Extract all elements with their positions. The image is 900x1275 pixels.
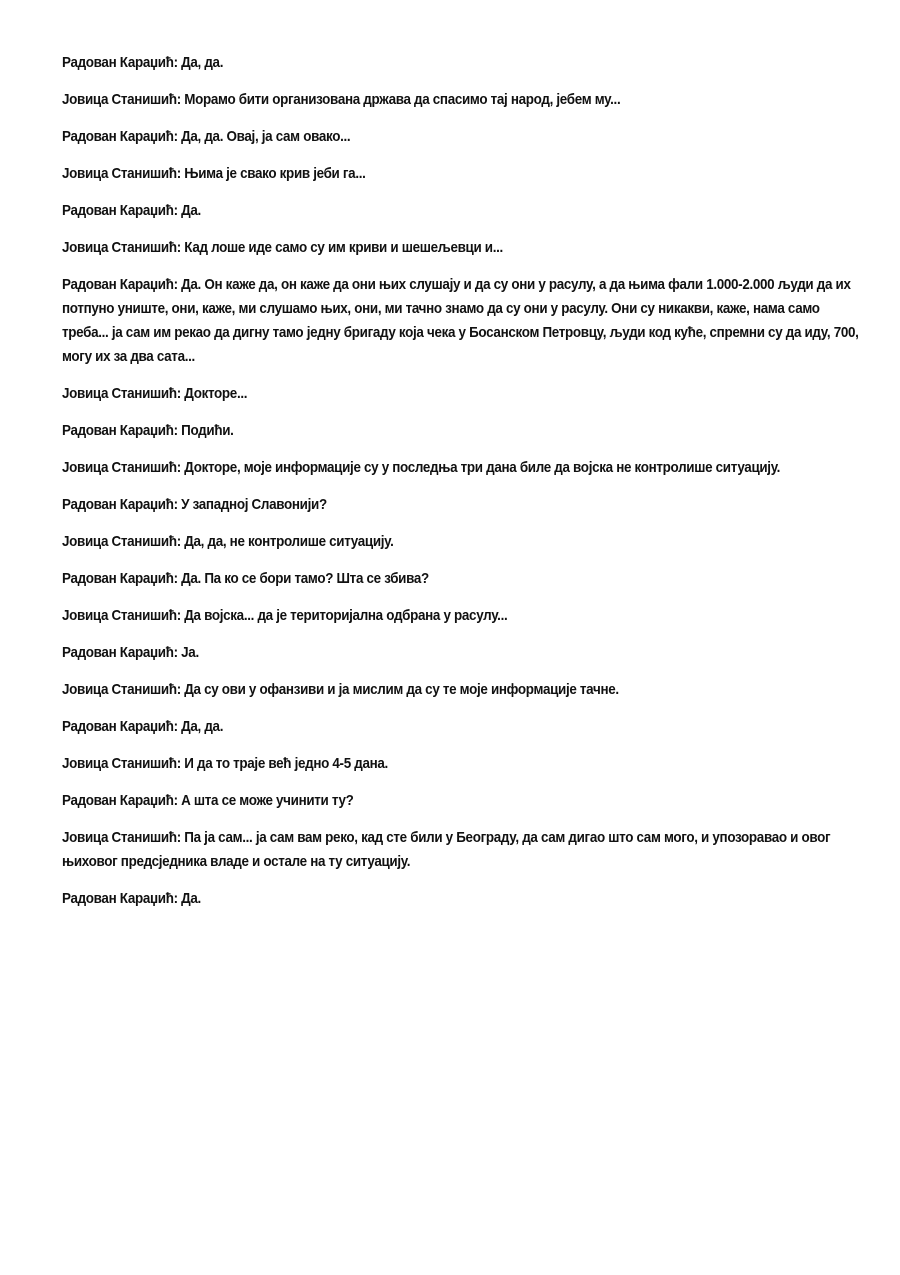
transcript-entry: [62, 530, 862, 554]
utterance-text: Па ја сам... ја сам вам реко, кад сте били у Београду, да сам дигао што сам мого, и упозоравао и овог њиховог предсједника владе и остале на ту ситуацију.: [62, 830, 831, 870]
utterance-text: Да.: [181, 203, 201, 219]
speaker-name: Радован Караџић:: [62, 719, 178, 735]
utterance-text: Ја.: [181, 645, 199, 661]
speaker-name: Јовица Станишић:: [62, 460, 181, 476]
transcript-entry: [62, 567, 862, 591]
utterance-text: Докторе...: [184, 386, 248, 402]
utterance-text: Да, да.: [181, 55, 224, 71]
speaker-name: Јовица Станишић:: [62, 386, 181, 402]
transcript-entry: [62, 678, 862, 702]
utterance-text: Да војска... да је територијална одбрана у расулу...: [184, 608, 508, 624]
speaker-name: Јовица Станишић:: [62, 240, 181, 256]
transcript-entry: [62, 88, 862, 112]
speaker-name: Радован Караџић:: [62, 203, 178, 219]
speaker-name: Радован Караџић:: [62, 571, 178, 587]
utterance-text: Подићи.: [181, 423, 234, 439]
transcript: [62, 51, 862, 924]
transcript-entry: [62, 456, 862, 480]
speaker-name: Радован Караџић:: [62, 645, 178, 661]
speaker-name: Радован Караџић:: [62, 793, 178, 809]
speaker-name: Јовица Станишић:: [62, 682, 181, 698]
transcript-entry: [62, 604, 862, 628]
transcript-entry: [62, 715, 862, 739]
transcript-entry: [62, 752, 862, 776]
utterance-text: Докторе, моје информације су у последња три дана биле да војска не контролише ситуацију.: [184, 460, 781, 476]
transcript-entry: [62, 789, 862, 813]
speaker-name: Јовица Станишић:: [62, 756, 181, 772]
speaker-name: Радован Караџић:: [62, 277, 178, 293]
transcript-entry: [62, 162, 862, 186]
utterance-text: Да, да. Овај, ја сам овако...: [181, 129, 351, 145]
transcript-entry: [62, 125, 862, 149]
speaker-name: Радован Караџић:: [62, 497, 178, 513]
transcript-entry: [62, 236, 862, 260]
transcript-entry: [62, 826, 862, 874]
utterance-text: А шта се може учинити ту?: [181, 793, 354, 809]
speaker-name: Радован Караџић:: [62, 423, 178, 439]
transcript-entry: [62, 641, 862, 665]
transcript-entry: [62, 382, 862, 406]
speaker-name: Јовица Станишић:: [62, 534, 181, 550]
speaker-name: Јовица Станишић:: [62, 166, 181, 182]
utterance-text: Да, да, не контролише ситуацију.: [184, 534, 394, 550]
transcript-entry: [62, 199, 862, 223]
speaker-name: Јовица Станишић:: [62, 830, 181, 846]
utterance-text: Да. Он каже да, он каже да они њих слушају и да су они у расулу, а да њима фали 1.000-2.000 људи да их потпуно униште, они, каже, ми слушамо њих, они, ми тачно знамо да су они у расулу. Они су никакви, каже, нама само треба... ја сам им рекао да дигну тамо једну бригаду која чека у Босанском Петровцу, људи код куће, спремни су да иду, 700, могу их за два сата...: [62, 277, 859, 365]
utterance-text: Кад лоше иде само су им криви и шешељевци и...: [184, 240, 503, 256]
transcript-entry: [62, 493, 862, 517]
utterance-text: Њима је свако крив јеби га...: [184, 166, 366, 182]
utterance-text: Да су ови у офанзиви и ја мислим да су те моје информације тачне.: [184, 682, 619, 698]
utterance-text: И да то траје већ једно 4-5 дана.: [184, 756, 388, 772]
utterance-text: Да, да.: [181, 719, 224, 735]
transcript-entry: [62, 51, 862, 75]
speaker-name: Радован Караџић:: [62, 55, 178, 71]
transcript-entry: [62, 273, 862, 369]
speaker-name: Радован Караџић:: [62, 891, 178, 907]
utterance-text: Да. Па ко се бори тамо? Шта се збива?: [181, 571, 429, 587]
speaker-name: Радован Караџић:: [62, 129, 178, 145]
speaker-name: Јовица Станишић:: [62, 92, 181, 108]
utterance-text: Да.: [181, 891, 201, 907]
transcript-entry: [62, 887, 862, 911]
transcript-entry: [62, 419, 862, 443]
speaker-name: Јовица Станишић:: [62, 608, 181, 624]
utterance-text: Морамо бити организована држава да спасимо тај народ, јебем му...: [184, 92, 621, 108]
utterance-text: У западној Славонији?: [181, 497, 327, 513]
